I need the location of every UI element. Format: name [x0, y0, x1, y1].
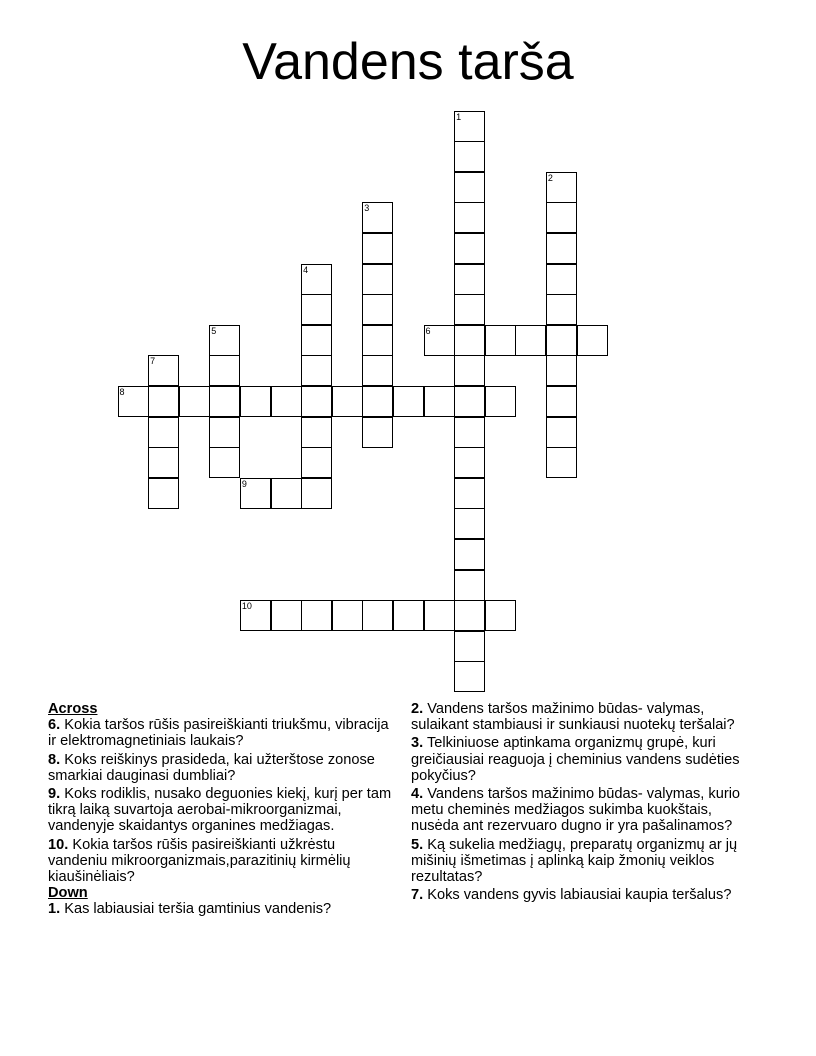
grid-cell[interactable] [454, 233, 485, 264]
clue-number: 4. [411, 786, 424, 803]
clue-across-6 [48, 717, 393, 749]
grid-cell[interactable] [454, 111, 485, 142]
clue-number: 2. [411, 701, 424, 717]
grid-cell[interactable] [362, 355, 393, 386]
grid-cell[interactable] [271, 478, 302, 509]
clue-text: Telkiniuose aptinkama organizmų grupė, kuri greičiausiai reaguoja į cheminius vandens sudėties pokyčius? [411, 735, 740, 784]
grid-cell[interactable] [148, 447, 179, 478]
grid-cell[interactable] [485, 386, 516, 417]
cell-number: 3 [364, 203, 370, 214]
grid-cell[interactable] [546, 325, 577, 356]
clue-text: Vandens taršos mažinimo būdas- valymas, kurio metu cheminės medžiagos sukimba kuokštais, nusėda ant rezervuaro dugno ir yra pašalinamos? [411, 786, 741, 835]
clues-column-left [48, 701, 393, 920]
grid-cell[interactable] [362, 417, 393, 448]
clue-number: 10. [48, 836, 69, 853]
grid-cell[interactable] [424, 386, 455, 417]
grid-cell[interactable] [301, 355, 332, 386]
grid-cell[interactable] [209, 447, 240, 478]
grid-cell[interactable] [209, 355, 240, 386]
grid-cell[interactable] [362, 600, 393, 631]
cell-number: 2 [547, 172, 553, 183]
grid-cell[interactable] [240, 600, 271, 631]
grid-cell[interactable] [271, 386, 302, 417]
clue-text: Koks reiškinys prasideda, kai užterštose zonose smarkiai dauginasi dumbliai? [48, 751, 375, 784]
grid-cell[interactable] [485, 600, 516, 631]
clue-down-5 [411, 837, 756, 886]
clue-number: 9. [48, 786, 61, 803]
grid-cell[interactable] [454, 417, 485, 448]
grid-cell[interactable] [515, 325, 546, 356]
grid-cell[interactable] [301, 386, 332, 417]
across-heading: Across [48, 701, 98, 717]
grid-cell[interactable] [454, 539, 485, 570]
grid-cell[interactable] [454, 600, 485, 631]
grid-cell[interactable] [454, 478, 485, 509]
grid-cell[interactable] [301, 294, 332, 325]
clue-number: 8. [48, 751, 61, 768]
grid-cell[interactable] [301, 447, 332, 478]
grid-cell[interactable] [301, 417, 332, 448]
down-heading: Down [48, 885, 88, 902]
clue-text: Kokia taršos rūšis pasireiškianti užkrėstu vandeniu mikroorganizmais,parazitinių kirmėlių kiaušinėliais? [48, 836, 351, 886]
clue-text: Kokia taršos rūšis pasireiškianti triukšmu, vibracija ir elektromagnetiniais laukais? [48, 717, 389, 750]
grid-cell[interactable] [424, 325, 455, 356]
clue-number: 5. [411, 836, 424, 853]
grid-cell[interactable] [546, 264, 577, 295]
clue-down-7 [411, 887, 756, 903]
clue-text: Koks vandens gyvis labiausiai kaupia teršalus? [427, 887, 732, 904]
clue-text: Kas labiausiai teršia gamtinius vandenis? [64, 901, 332, 918]
grid-cell[interactable] [546, 294, 577, 325]
cell-number: 7 [150, 356, 156, 367]
grid-cell[interactable] [301, 478, 332, 509]
grid-cell[interactable] [118, 386, 149, 417]
grid-cell[interactable] [546, 355, 577, 386]
grid-cell[interactable] [393, 600, 424, 631]
cell-number: 10 [241, 601, 252, 612]
grid-cell[interactable] [148, 386, 179, 417]
grid-cell[interactable] [362, 202, 393, 233]
grid-cell[interactable] [148, 355, 179, 386]
grid-cell[interactable] [454, 202, 485, 233]
grid-cell[interactable] [454, 508, 485, 539]
clue-number: 7. [411, 887, 424, 904]
clue-text: Koks rodiklis, nusako deguonies kiekį, kurį per tam tikrą laiką suvartoja aerobai-mikroorganizmai, vandenyje skaidantys organines medžiagas. [48, 786, 392, 835]
grid-cell[interactable] [454, 386, 485, 417]
clue-text: Vandens taršos mažinimo būdas- valymas, sulaikant stambiausi ir sunkiausi nuotekų teršalai? [411, 701, 735, 734]
clue-across-9 [48, 786, 393, 835]
grid-cell[interactable] [454, 172, 485, 203]
clue-text: Ką sukelia medžiagų, preparatų organizmų ar jų mišinių išmetimas į aplinką kaip žmonių veiklos rezultatas? [411, 836, 738, 886]
grid-cell[interactable] [148, 417, 179, 448]
grid-cell[interactable] [301, 325, 332, 356]
grid-cell[interactable] [240, 478, 271, 509]
grid-cell[interactable] [546, 202, 577, 233]
grid-cell[interactable] [454, 447, 485, 478]
clue-down-2 [411, 701, 756, 733]
grid-cell[interactable] [179, 386, 210, 417]
grid-cell[interactable] [271, 600, 302, 631]
clue-down-4 [411, 786, 756, 835]
grid-cell[interactable] [362, 325, 393, 356]
grid-cell[interactable] [362, 233, 393, 264]
grid-cell[interactable] [424, 600, 455, 631]
grid-cell[interactable] [546, 233, 577, 264]
clue-number: 3. [411, 735, 424, 752]
clue-across-10 [48, 837, 393, 886]
grid-cell[interactable] [546, 386, 577, 417]
grid-cell[interactable] [546, 172, 577, 203]
clues-column-right [411, 701, 756, 905]
grid-cell[interactable] [209, 325, 240, 356]
clue-across-8 [48, 752, 393, 784]
grid-cell[interactable] [301, 600, 332, 631]
grid-cell[interactable] [148, 478, 179, 509]
grid-cell[interactable] [454, 141, 485, 172]
cell-number: 5 [211, 325, 217, 336]
grid-cell[interactable] [454, 325, 485, 356]
clue-down-3 [411, 735, 756, 784]
grid-cell[interactable] [332, 600, 363, 631]
grid-cell[interactable] [209, 417, 240, 448]
grid-cell[interactable] [546, 417, 577, 448]
cell-number: 4 [303, 264, 309, 275]
grid-cell[interactable] [332, 386, 363, 417]
grid-cell[interactable] [454, 294, 485, 325]
cell-number: 1 [456, 111, 462, 122]
grid-cell[interactable] [577, 325, 608, 356]
grid-cell[interactable] [546, 447, 577, 478]
clue-down-1 [48, 901, 393, 917]
grid-cell[interactable] [209, 386, 240, 417]
cell-number: 6 [425, 325, 431, 336]
grid-cell[interactable] [454, 570, 485, 601]
grid-cell[interactable] [393, 386, 424, 417]
grid-cell[interactable] [454, 661, 485, 692]
grid-cell[interactable] [362, 294, 393, 325]
grid-cell[interactable] [240, 386, 271, 417]
grid-cell[interactable] [454, 264, 485, 295]
cell-number: 9 [241, 478, 247, 489]
clue-number: 1. [48, 901, 61, 918]
grid-cell[interactable] [362, 386, 393, 417]
clue-number: 6. [48, 717, 61, 734]
grid-cell[interactable] [454, 631, 485, 662]
grid-cell[interactable] [362, 264, 393, 295]
grid-cell[interactable] [301, 264, 332, 295]
grid-cell[interactable] [485, 325, 516, 356]
cell-number: 8 [119, 386, 125, 397]
page-title: Vandens tarša [242, 33, 574, 91]
grid-cell[interactable] [454, 355, 485, 386]
